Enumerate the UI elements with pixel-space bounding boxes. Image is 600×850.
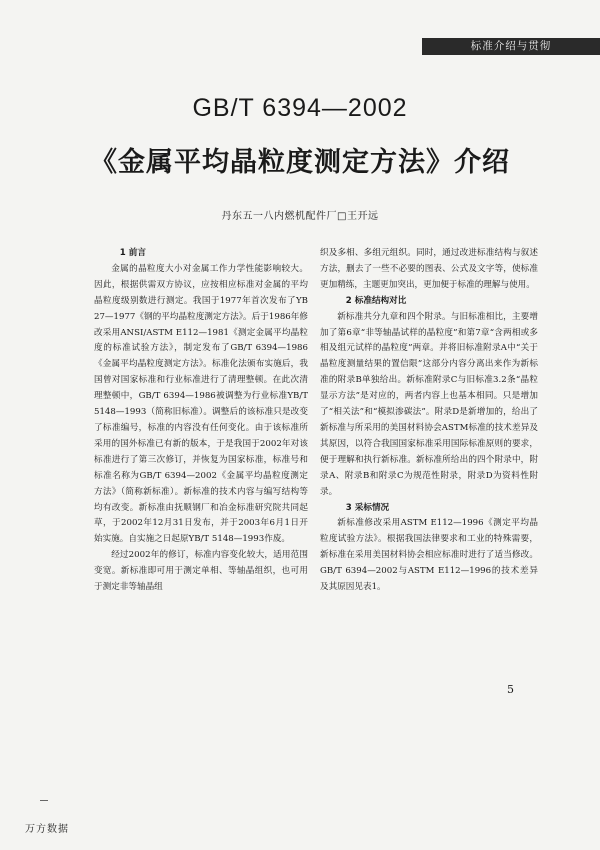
section-heading-preface: 1 前言 (119, 248, 146, 258)
page-number: 5 (507, 683, 514, 696)
section-banner: 标准介绍与贯彻 (422, 38, 600, 55)
divider (40, 800, 48, 801)
section-heading-adoption: 3 采标情况 (345, 502, 390, 513)
article-title: 《金属平均晶粒度测定方法》介绍 (90, 147, 510, 178)
author-line: 丹东五一八内燃机配件厂□王开远 (221, 211, 379, 222)
paragraph-preface: 金属的晶粒度大小对金属工作力学性能影响较大。因此，根据供需双方协议，应按相应标准对金属的平均晶粒度级别数进行测定。我国于1977年首次发布了YB 27—1977《钢的平均晶粒度测定方法》。后于1986年修改采用ANSI/ASTM E112—1981《测定金属平均晶粒度的标准试验方法》，制定发布了GB/T 6394—1986《金属平均晶粒度测定方法》。标准化法颁布实施后，我国曾对国家标准和行业标准进行了清理整顿。在此次清理整顿中，GB/T 6394—1986被调整为行业标准YB/T 5148—1993（简称旧标准）。调整后的该标准只是改变了标准编号，标准的内容没有任何变化。由于该标准所采用的国外标准已有新的版本，于是我国于2002年对该标准进行了第三次修订，并恢复为国家标准，标准号和标准名称为GB/T 6394—2002《金属平均晶粒度测定方法》（简称新标准）。新标准的技术内容与编写结构等均有改变。新标准由抚顺钢厂和冶金标准研究院共同起草，于2002年12月31日发布，并于2003年6月1日开始实施。自实施之日起原YB/T 5148—1993作废。 (94, 263, 308, 545)
section-heading-structure: 2 标准结构对比 (345, 295, 407, 306)
source-watermark: 万方数据 (25, 824, 69, 835)
paragraph-adoption: 新标准修改采用ASTM E112—1996《测定平均晶粒度试验方法》。根据我国法律要求和工业的特殊需要，新标准在采用美国材料协会相应标准时进行了适当修改。GB/T 6394—2002与ASTM E112—1996的技术差异及其原因见表1。 (320, 518, 538, 593)
paragraph-revision: 经过2002年的修订，标准内容变化较大，适用范围变宽。新标准即可用于测定单相、等轴晶组织，也可用于测定非等轴晶组 (94, 550, 308, 593)
left-column (94, 246, 308, 596)
paragraph-structure: 新标准共分九章和四个附录。与旧标准相比，主要增加了第6章“非等轴晶试样的晶粒度”和第7章“含两相或多相及组元试样的晶粒度”两章。并将旧标准附录A中“关于晶粒度测量结果的置信限”这部分内容分离出来作为新标准的附录B单独给出。新标准附录C与旧标准3.2条“晶粒显示方法”是对应的，两者内容上也基本相同。只是增加了“相关法”和“模拟渗碳法”。附录D是新增加的，给出了新标准与所采用的美国材料协会ASTM标准的技术差异及其原因，以符合我国国家标准采用国际标准原则的要求，便于理解和执行新标准。新标准所给出的四个附录中，附录A、附录B和附录C为规范性附录，附录D为资料性附录。 (320, 311, 538, 497)
paragraph-revision-continued: 织及多相、多组元组织。同时，通过改进标准结构与叙述方法，删去了一些不必要的图表、公式及文字等，使标准更加精练，主题更加突出，更加便于标准的理解与使用。 (320, 248, 538, 290)
standard-number: GB/T 6394—2002 (192, 94, 408, 122)
right-column (320, 246, 538, 596)
